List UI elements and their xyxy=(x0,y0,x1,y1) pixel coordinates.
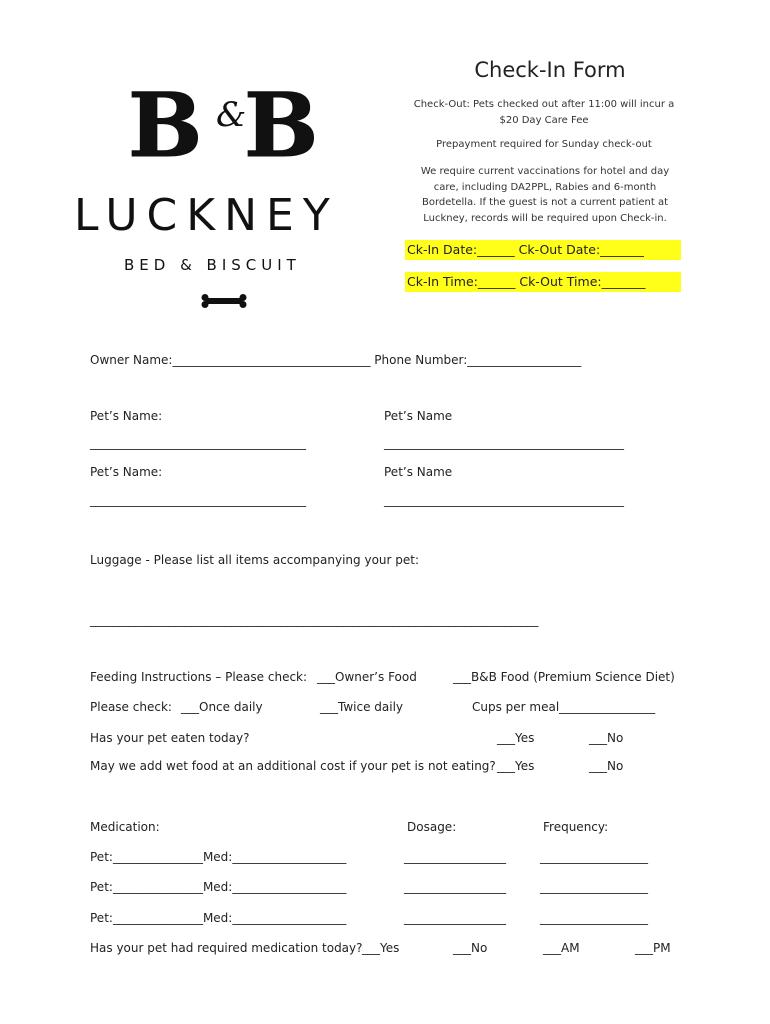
eaten-yes-option[interactable]: ___Yes xyxy=(497,731,535,745)
svg-text:&: & xyxy=(216,95,247,135)
medication-dosage-field[interactable]: _________________ xyxy=(404,911,506,925)
medication-label: Medication: xyxy=(90,820,160,834)
medication-am-option[interactable]: ___AM xyxy=(543,941,580,955)
svg-text:B: B xyxy=(244,80,318,165)
luggage-label: Luggage - Please list all items accompanying your pet: xyxy=(90,553,420,567)
form-title: Check-In Form xyxy=(474,58,626,82)
medication-frequency-field[interactable]: __________________ xyxy=(540,850,648,864)
feeding-label: Feeding Instructions – Please check: xyxy=(90,670,308,684)
pet-name-label-1: Pet’s Name: xyxy=(90,409,163,423)
medication-pm-option[interactable]: ___PM xyxy=(635,941,671,955)
luggage-field[interactable]: ________________________________________________________________________________ xyxy=(90,613,539,627)
medication-yes-option[interactable]: ___Yes xyxy=(362,941,400,955)
cups-per-meal-field[interactable]: Cups per meal________________ xyxy=(472,700,656,714)
medication-pet-med-field[interactable]: Pet:_______________Med:___________________ xyxy=(90,911,347,925)
svg-text:B: B xyxy=(128,80,203,165)
eaten-no-option[interactable]: ___No xyxy=(589,731,624,745)
checkin-checkout-date-field[interactable]: Ck-In Date:______ Ck-Out Date:_______ xyxy=(405,240,681,260)
medication-frequency-field[interactable]: __________________ xyxy=(540,911,648,925)
eaten-today-question: Has your pet eaten today? xyxy=(90,731,250,745)
pet-name-label-2: Pet’s Name xyxy=(384,409,453,423)
checkin-checkout-time-field[interactable]: Ck-In Time:______ Ck-Out Time:_______ xyxy=(405,272,681,292)
checkout-note: Check-Out: Pets checked out after 11:00 will incur a $20 Day Care Fee xyxy=(413,99,675,126)
logo-wordmark: LUCKNEY xyxy=(74,190,339,241)
frequency-label: Frequency: xyxy=(543,820,609,834)
pet-name-label-4: Pet’s Name xyxy=(384,465,453,479)
prepayment-note: Prepayment required for Sunday check-out xyxy=(436,139,652,150)
pet-name-field-4[interactable]: ________________________________________ xyxy=(384,493,624,507)
pet-name-field-3[interactable]: ____________________________________ xyxy=(90,493,306,507)
medication-no-option[interactable]: ___No xyxy=(453,941,488,955)
pet-name-label-3: Pet’s Name: xyxy=(90,465,163,479)
bb-monogram-logo xyxy=(128,80,318,165)
wet-food-question: May we add wet food at an additional cost if your pet is not eating? xyxy=(90,759,496,773)
owners-food-option[interactable]: ___Owner’s Food xyxy=(317,670,417,684)
pet-name-field-2[interactable]: ________________________________________ xyxy=(384,436,624,450)
medication-today-question: Has your pet had required medication today? xyxy=(90,941,363,955)
owner-phone-field[interactable]: Owner Name:_________________________________ Phone Number:___________________ xyxy=(90,353,582,367)
medication-dosage-field[interactable]: _________________ xyxy=(404,880,506,894)
medication-dosage-field[interactable]: _________________ xyxy=(404,850,506,864)
vaccination-note: We require current vaccinations for hotel and day care, including DA2PPL, Rabies and 6-month Bordetella. If the guest is not a current patient at Luckney, records will be required upon Check-in. xyxy=(420,166,670,224)
twice-daily-option[interactable]: ___Twice daily xyxy=(320,700,404,714)
medication-frequency-field[interactable]: __________________ xyxy=(540,880,648,894)
bb-food-option[interactable]: ___B&B Food (Premium Science Diet) xyxy=(453,670,675,684)
pet-name-field-1[interactable]: ____________________________________ xyxy=(90,436,306,450)
once-daily-option[interactable]: ___Once daily xyxy=(181,700,263,714)
frequency-check-label: Please check: xyxy=(90,700,172,714)
dosage-label: Dosage: xyxy=(407,820,457,834)
wet-food-no-option[interactable]: ___No xyxy=(589,759,624,773)
medication-pet-med-field[interactable]: Pet:_______________Med:___________________ xyxy=(90,880,347,894)
logo-tagline: BED & BISCUIT xyxy=(124,256,301,274)
medication-pet-med-field[interactable]: Pet:_______________Med:___________________ xyxy=(90,850,347,864)
wet-food-yes-option[interactable]: ___Yes xyxy=(497,759,535,773)
bone-icon xyxy=(201,294,247,308)
